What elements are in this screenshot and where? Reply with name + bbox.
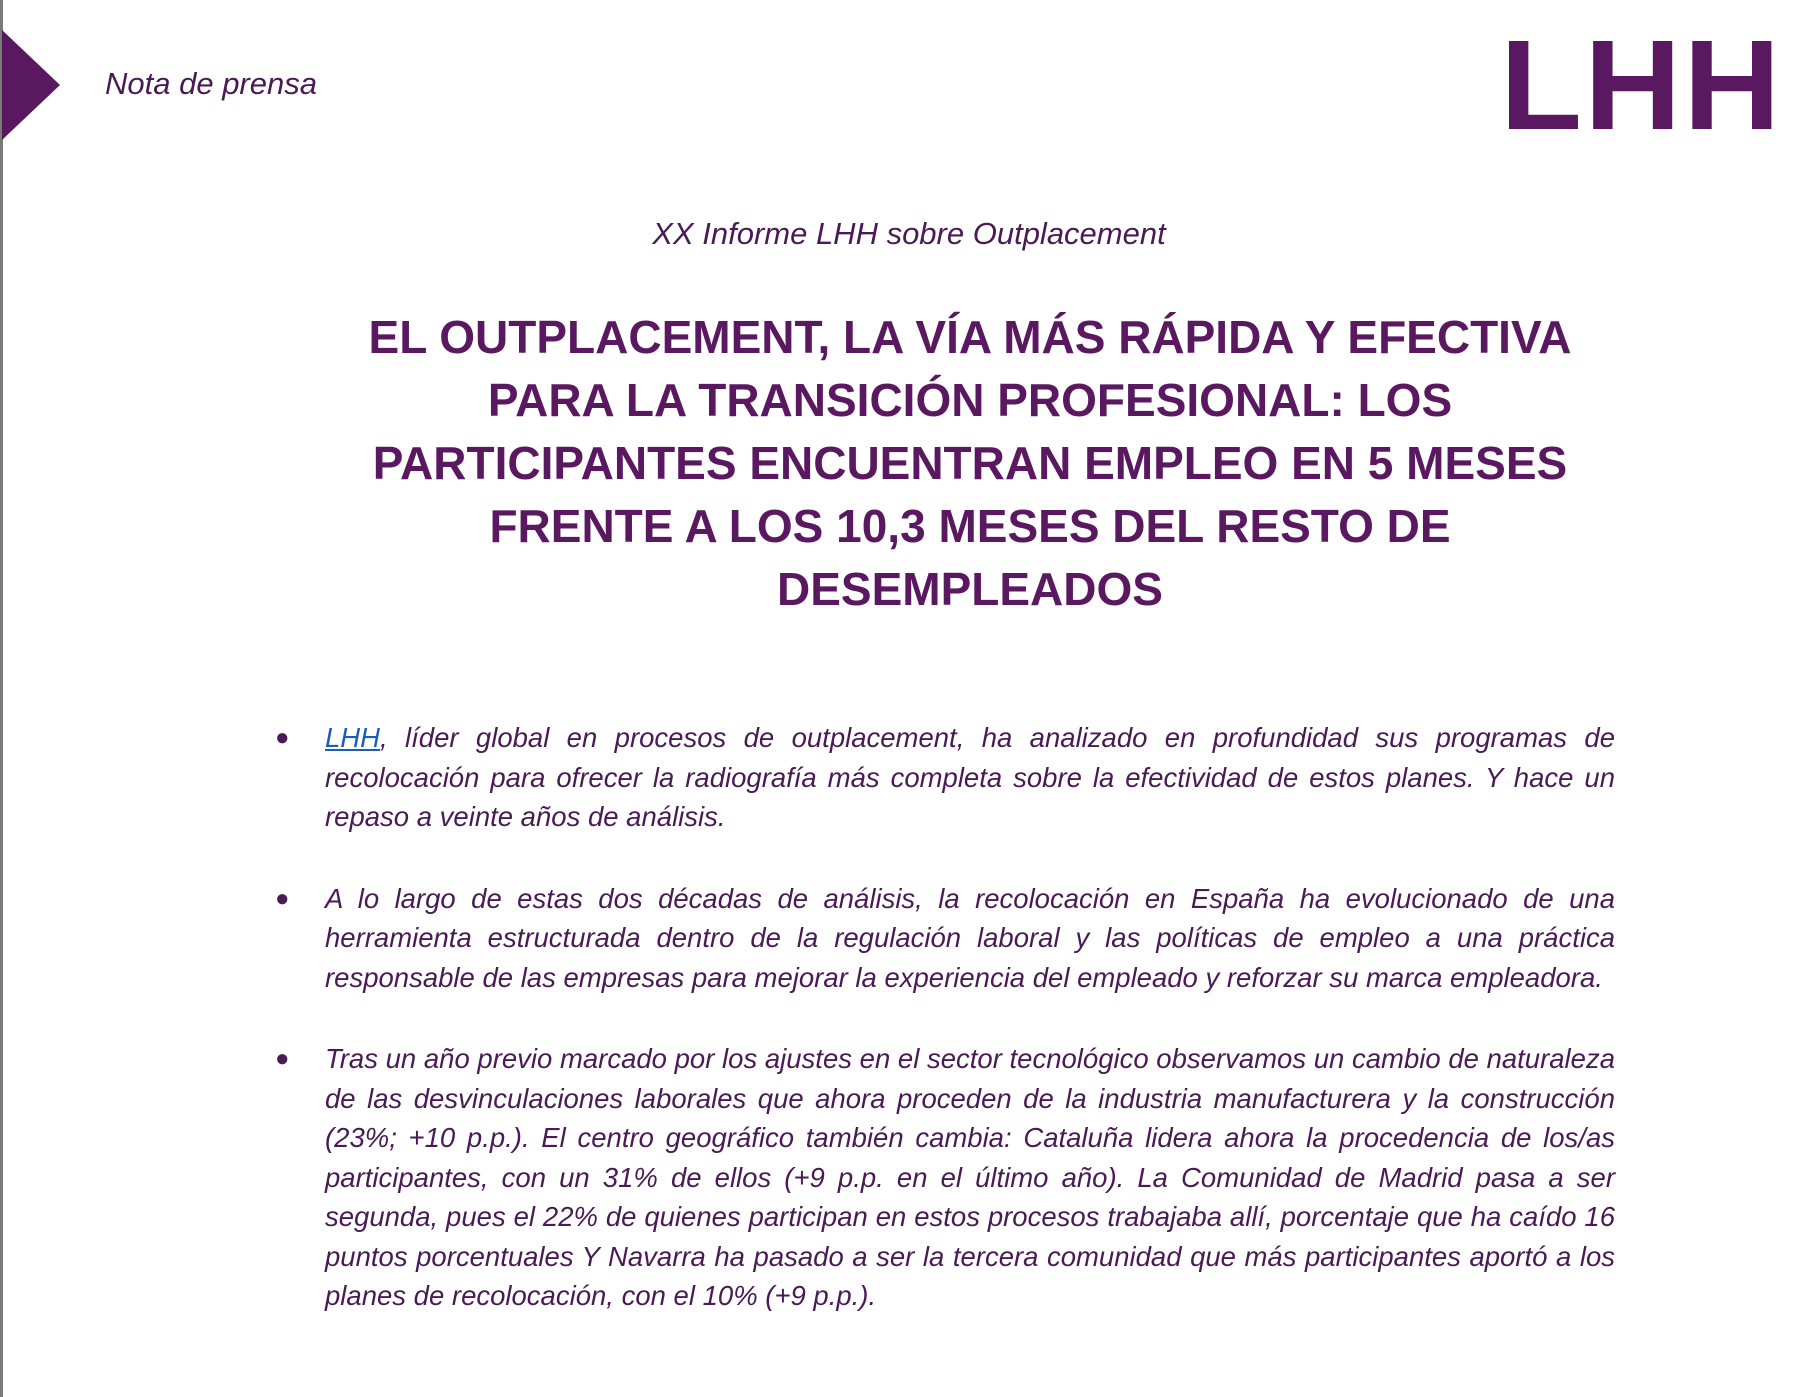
lhh-logo: LHH [1500, 14, 1783, 157]
lhh-link[interactable]: LHH [325, 722, 381, 753]
bullet-text: A lo largo de estas dos décadas de análisis, la recolocación en España ha evolucionado de una herramienta estructurada dentro de la regulación laboral y las políticas de empleo a una práctica responsable de las empresas para mejorar la experiencia del empleado y reforzar su marca empleadora. [325, 882, 1615, 993]
list-item [270, 1039, 1615, 1316]
bullet-list [270, 718, 1615, 1358]
page-left-border [0, 0, 3, 1397]
press-headline: EL OUTPLACEMENT, LA VÍA MÁS RÁPIDA Y EFECTIVA PARA LA TRANSICIÓN PROFESIONAL: LOS PARTICIPANTES ENCUENTRAN EMPLEO EN 5 MESES FRENTE A LOS 10,3 MESES DEL RESTO DE DESEMPLEADOS [368, 311, 1572, 615]
bullet-text: , líder global en procesos de outplacement, ha analizado en profundidad sus programas de recolocación para ofrecer la radiografía más completa sobre la efectividad de estos planes. Y hace un repaso a veinte años de análisis. [325, 722, 1615, 832]
bullet-icon: ● [275, 724, 290, 751]
document-label: Nota de prensa [105, 66, 317, 101]
bullet-icon: ● [275, 884, 290, 912]
bullet-icon: ● [275, 1045, 290, 1072]
report-subtitle: XX Informe LHH sobre Outplacement [652, 216, 1166, 251]
list-item [270, 718, 1615, 837]
triangle-arrow-icon [2, 30, 60, 140]
list-item [270, 879, 1615, 998]
bullet-text: Tras un año previo marcado por los ajustes en el sector tecnológico observamos un cambio de naturaleza de las desvinculaciones laborales que ahora proceden de la industria manufacturera y la construcción (23%; +10 p.p.). El centro geográfico también cambia: Cataluña lidera ahora la procedencia de los/as participantes, con un 31% de ellos (+9 p.p. en el último año). La Comunidad de Madrid pasa a ser segunda, pues el 22% de quienes participan en estos procesos trabajaba allí, porcentaje que ha caído 16 puntos porcentuales Y Navarra ha pasado a ser la tercera comunidad que más participantes aportó a los planes de recolocación, con el 10% (+9 p.p.). [325, 1043, 1615, 1311]
